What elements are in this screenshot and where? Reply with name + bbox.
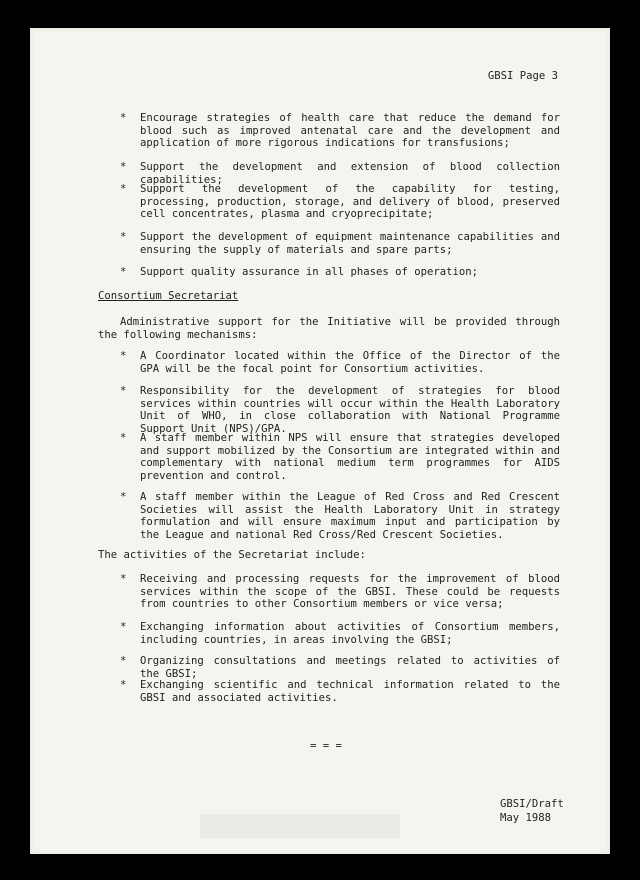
list-item: * Support the development of the capability for testing, processing, production, storage, and delivery of blood, preserved cell concentrates, plasma and cryoprecipitate;: [120, 183, 560, 221]
list-item: * Support quality assurance in all phases of operation;: [120, 266, 479, 278]
list-item: * Responsibility for the development of strategies for blood services within countries will occur within the Health Laboratory Unit of WHO, in close collaboration with National Programme Support Unit (NPS)/GPA.: [120, 385, 560, 435]
bullet-star-icon: *: [120, 432, 127, 444]
bullet-star-icon: *: [120, 112, 127, 124]
list-item: * Support the development and extension of blood collection capabilities;: [120, 161, 560, 186]
bullet-star-icon: *: [120, 573, 127, 585]
bullet-star-icon: *: [120, 350, 127, 362]
list-item: * Exchanging scientific and technical information related to the GBSI and associated activities.: [120, 679, 560, 704]
intro-paragraph: Administrative support for the Initiative will be provided through the following mechanisms:: [98, 316, 560, 341]
list-item: * Organizing consultations and meetings related to activities of the GBSI;: [120, 655, 560, 680]
list-item: * A staff member within the League of Red Cross and Red Crescent Societies will assist the Health Laboratory Unit in strategy formulation and will ensure maximum input and participation by the League and national Red Cross/Red Crescent Societies.: [120, 491, 560, 541]
page-header: GBSI Page 3: [487, 70, 558, 82]
bullet-star-icon: *: [120, 655, 127, 667]
bullet-star-icon: *: [120, 183, 127, 195]
footer-draft-label: GBSI/Draft: [500, 798, 564, 810]
bullet-star-icon: *: [120, 491, 127, 503]
section-separator: = = =: [310, 740, 342, 752]
bullet-star-icon: *: [120, 385, 127, 397]
list-item: * Receiving and processing requests for the improvement of blood services within the scope of the GBSI. These could be requests from countries to other Consortium members or vice versa;: [120, 573, 560, 611]
list-item: * Support the development of equipment maintenance capabilities and ensuring the supply of materials and spare parts;: [120, 231, 560, 256]
list-item: * A Coordinator located within the Office of the Director of the GPA will be the focal point for Consortium activities.: [120, 350, 560, 375]
list-item: * Encourage strategies of health care that reduce the demand for blood such as improved antenatal care and the development and application of more rigorous indications for transfusions;: [120, 112, 560, 150]
bullet-star-icon: *: [120, 231, 127, 243]
activities-intro: The activities of the Secretariat include:: [98, 549, 366, 561]
bullet-star-icon: *: [120, 266, 127, 278]
document-page: [30, 28, 610, 854]
bullet-star-icon: *: [120, 161, 127, 173]
list-item: * A staff member within NPS will ensure that strategies developed and support mobilized by the Consortium are integrated within and complementary with national medium term programmes for AIDS prevention and control.: [120, 432, 560, 482]
document-footer: [500, 798, 564, 825]
page-content: [30, 28, 610, 854]
bullet-star-icon: *: [120, 621, 127, 633]
footer-date: May 1988: [500, 811, 552, 824]
list-item: * Exchanging information about activities of Consortium members, including countries, in areas involving the GBSI;: [120, 621, 560, 646]
section-heading: Consortium Secretariat: [98, 290, 239, 302]
bullet-star-icon: *: [120, 679, 127, 691]
